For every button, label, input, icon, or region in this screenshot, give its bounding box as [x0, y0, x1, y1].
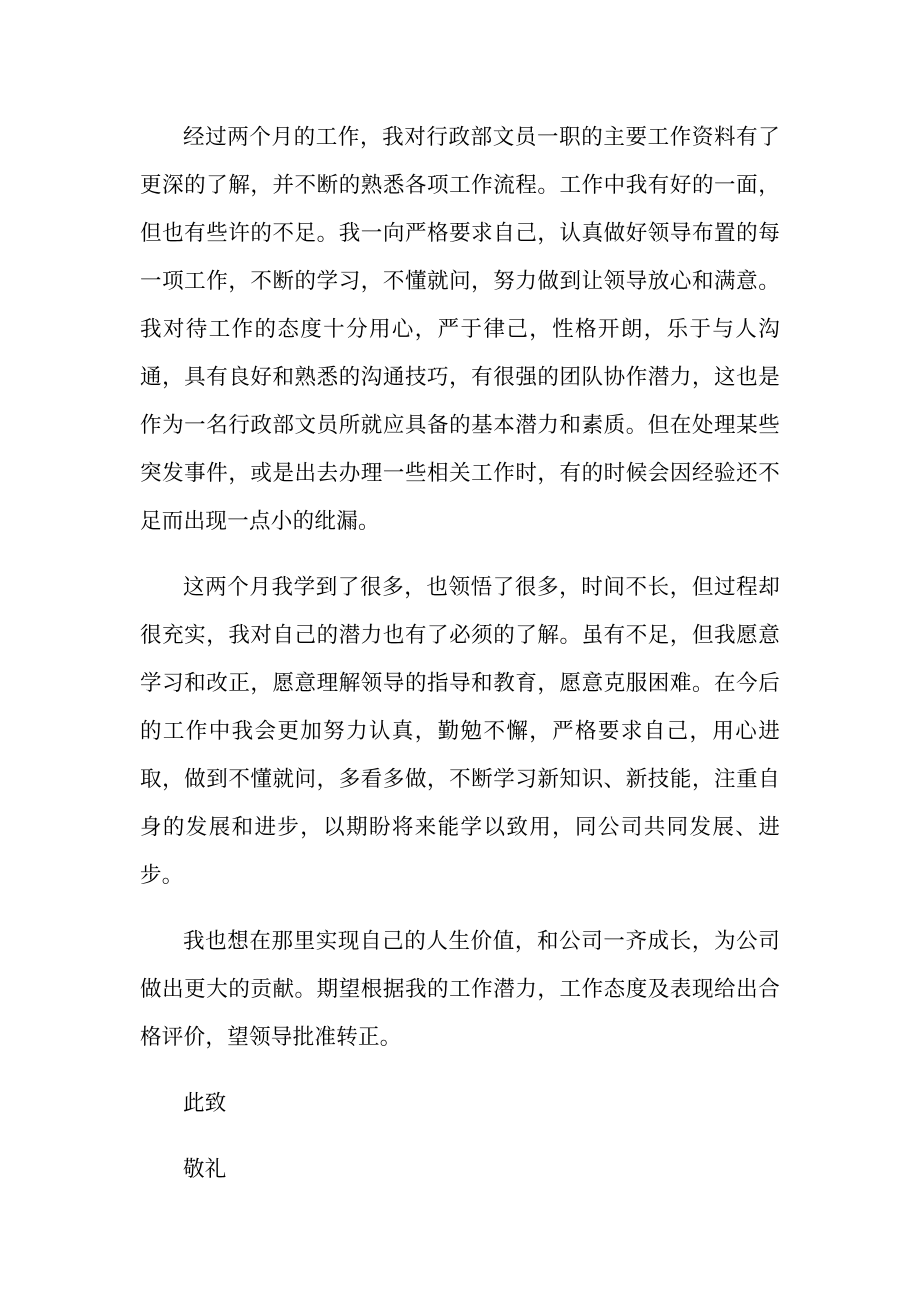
body-paragraph-2: 这两个月我学到了很多，也领悟了很多，时间不长，但过程却很充实，我对自己的潜力也有了必须的了解。虽有不足，但我愿意学习和改正，愿意理解领导的指导和教育，愿意克服困难。在今后的工作中我会更加努力认真，勤勉不懈，严格要求自己，用心进取，做到不懂就问，多看多做，不断学习新知识、新技能，注重自身的发展和进步，以期盼将来能学以致用，同公司共同发展、进步。 — [140, 575, 780, 888]
closing-salutation-1: 此致 — [183, 1091, 227, 1116]
body-paragraph-1: 经过两个月的工作，我对行政部文员一职的主要工作资料有了更深的了解，并不断的熟悉各项工作流程。工作中我有好的一面，但也有些许的不足。我一向严格要求自己，认真做好领导布置的每一项工作，不断的学习，不懂就问，努力做到让领导放心和满意。我对待工作的态度十分用心，严于律己，性格开朗，乐于与人沟通，具有良好和熟悉的沟通技巧，有很强的团队协作潜力，这也是作为一名行政部文员所就应具备的基本潜力和素质。但在处理某些突发事件，或是出去办理一些相关工作时，有的时候会因经验还不足而出现一点小的纰漏。 — [140, 125, 780, 534]
body-paragraph-3: 我也想在那里实现自己的人生价值，和公司一齐成长，为公司做出更大的贡献。期望根据我的工作潜力，工作态度及表现给出合格评价，望领导批准转正。 — [140, 929, 780, 1050]
closing-salutation-2: 敬礼 — [183, 1157, 227, 1182]
letter-body — [140, 114, 780, 1194]
